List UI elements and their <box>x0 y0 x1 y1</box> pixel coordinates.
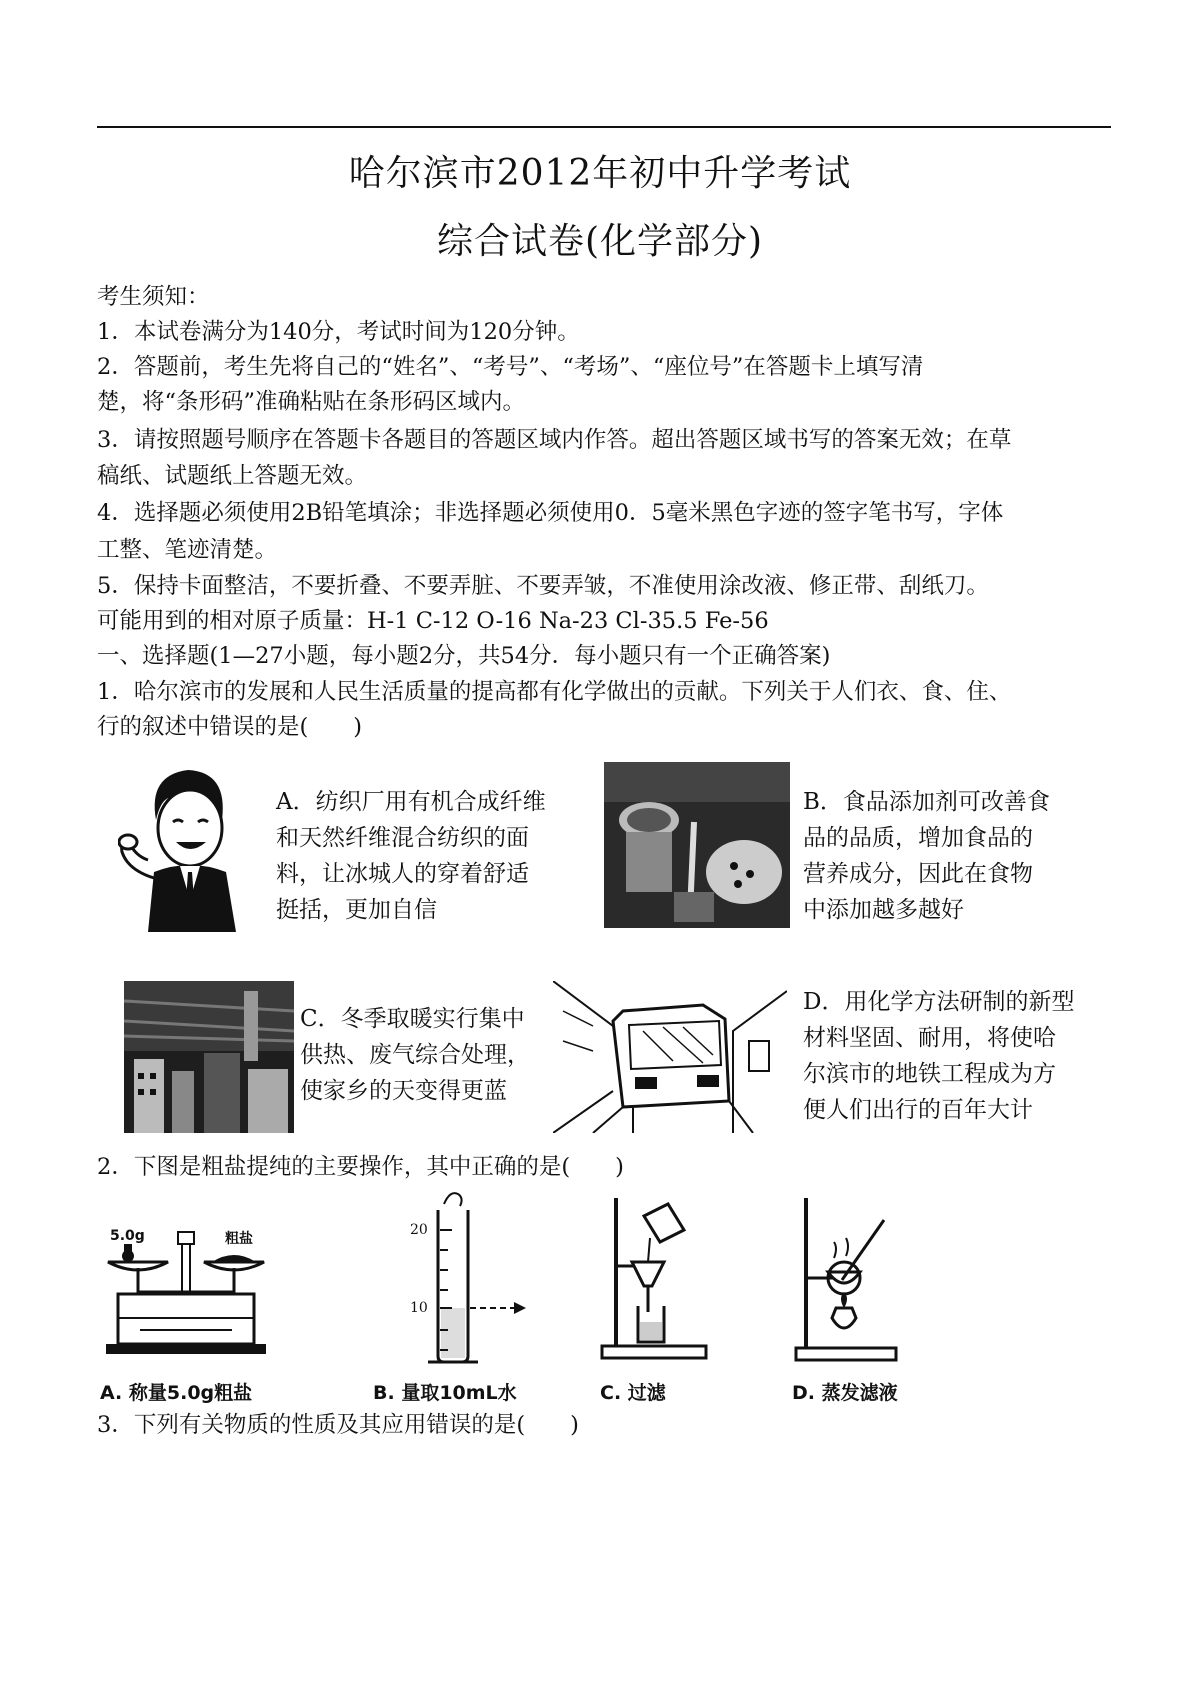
notice-line: 1．本试卷满分为140分，考试时间为120分钟。 <box>97 319 580 345</box>
q1-option-b-line: 中添加越多越好 <box>803 897 964 923</box>
q1-option-d-line: 尔滨市的地铁工程成为方 <box>803 1061 1056 1087</box>
top-rule <box>97 126 1111 128</box>
filtration-apparatus-drawing <box>598 1196 710 1362</box>
q1-option-b-line: B．食品添加剂可改善食 <box>803 789 1050 815</box>
notice-line: 2．答题前，考生先将自己的“姓名”、“考号”、“考场”、“座位号”在答题卡上填写清 <box>97 354 924 380</box>
q3-stem: 3．下列有关物质的性质及其应用错误的是( ) <box>97 1412 579 1438</box>
food-additive-photo <box>604 762 790 928</box>
exam-title: 哈尔滨市2012年初中升学考试 <box>348 153 852 194</box>
q1-option-a-line: A．纺织厂用有机合成纤维 <box>276 789 546 815</box>
q2-option-b-label: B. 量取10mL水 <box>373 1382 517 1404</box>
q1-option-a-line: 挺括，更加自信 <box>276 897 437 923</box>
graduated-cylinder-drawing <box>414 1190 544 1366</box>
q1-option-d-line: 材料坚固、耐用，将使哈 <box>803 1025 1056 1051</box>
q2-option-c-label: C. 过滤 <box>600 1382 666 1404</box>
cylinder-tick-20: 20 <box>410 1222 428 1238</box>
q2-option-d-label: D. 蒸发滤液 <box>792 1382 898 1404</box>
section-heading: 一、选择题(1—27小题，每小题2分，共54分．每小题只有一个正确答案) <box>97 643 831 669</box>
q1-option-d-line: D．用化学方法研制的新型 <box>803 989 1075 1015</box>
notice-line: 稿纸、试题纸上答题无效。 <box>97 463 368 489</box>
evaporation-apparatus-drawing <box>794 1198 900 1364</box>
q1-stem: 1．哈尔滨市的发展和人民生活质量的提高都有化学做出的贡献。下列关于人们衣、食、住、 <box>97 679 1012 705</box>
q2-option-a-label: A. 称量5.0g粗盐 <box>100 1382 253 1404</box>
notice-heading: 考生须知： <box>97 284 210 310</box>
notice-line: 5．保持卡面整洁，不要折叠、不要弄脏、不要弄皱，不准使用涂改液、修正带、刮纸刀。 <box>97 573 989 599</box>
q1-option-a-line: 料，让冰城人的穿着舒适 <box>276 861 529 887</box>
notice-line: 3．请按照题号顺序在答题卡各题目的答题区域内作答。超出答题区域书写的答案无效；在草 <box>97 427 1012 453</box>
balance-mass-tag: 5.0g <box>110 1228 145 1244</box>
q1-stem: 行的叙述中错误的是( ) <box>97 714 363 740</box>
city-heating-photo <box>124 981 294 1133</box>
q1-option-c-line: 使家乡的天变得更蓝 <box>300 1078 507 1104</box>
notice-line: 工整、笔迹清楚。 <box>97 537 278 563</box>
q1-option-a-line: 和天然纤维混合纺织的面 <box>276 825 529 851</box>
q1-option-c-line: C．冬季取暖实行集中 <box>300 1006 525 1032</box>
atomic-masses: 可能用到的相对原子质量：H-1 C-12 O-16 Na-23 Cl-35.5 Fe-56 <box>97 608 769 634</box>
q2-stem: 2．下图是粗盐提纯的主要操作，其中正确的是( ) <box>97 1154 624 1180</box>
balance-salt-tag: 粗盐 <box>225 1231 253 1247</box>
exam-subtitle: 综合试卷(化学部分) <box>436 221 764 262</box>
q1-option-b-line: 营养成分，因此在食物 <box>803 861 1033 887</box>
notice-line: 楚，将“条形码”准确粘贴在条形码区域内。 <box>97 389 526 415</box>
subway-train-drawing <box>553 981 787 1133</box>
cylinder-tick-10: 10 <box>410 1300 428 1316</box>
q1-option-c-line: 供热、废气综合处理， <box>300 1042 530 1068</box>
cartoon-man-illustration <box>118 760 258 932</box>
q1-option-b-line: 品的品质，增加食品的 <box>803 825 1033 851</box>
q1-option-d-line: 便人们出行的百年大计 <box>803 1097 1033 1123</box>
notice-line: 4．选择题必须使用2B铅笔填涂；非选择题必须使用0．5毫米黑色字迹的签字笔书写，字体 <box>97 500 1004 526</box>
